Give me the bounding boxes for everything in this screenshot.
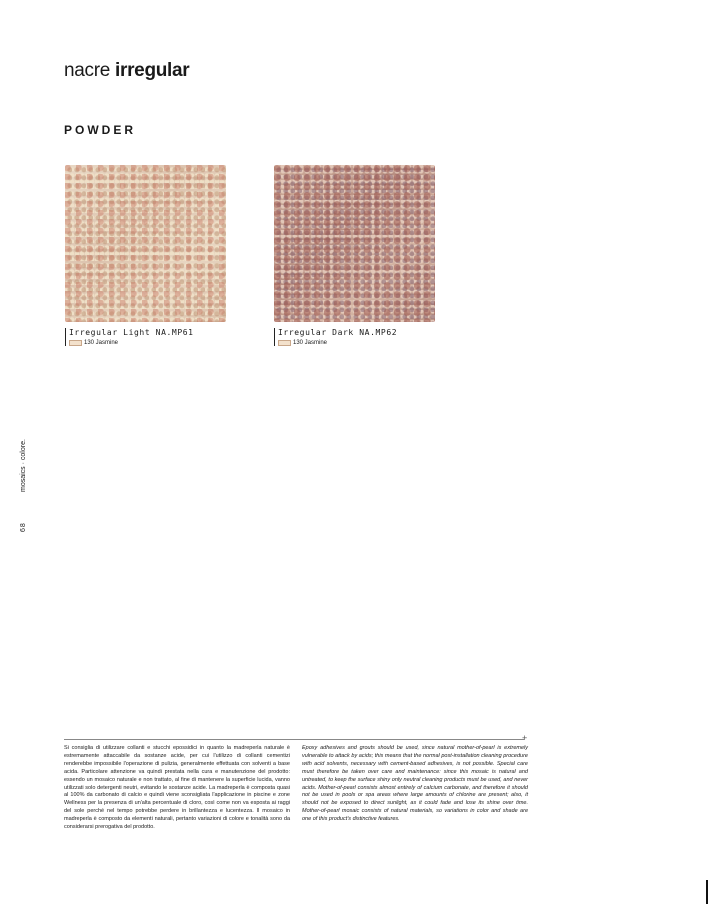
text-english: Epoxy adhesives and grouts should be used, since natural mother-of-pearl is extremely vulnerable to attack by acids; this means that the normal post-installation cleaning procedure with acid solvents, necessary with cement-based adhesives, is not possible. Special care must therefore be taken over care and maintenance: since this mosaic is natural and untreated, to keep the surface shiny only neutral cleaning products must be used, and never acids. Mother-of-pearl consists almost entirely of calcium carbonate, and therefore it should not be used in pools or spa areas where large amounts of chlorine are present; also, it should not be exposed to direct sunlight, as it could fade and lose its shine over time. Mother-of-pearl mosaic consists of natural materials, so variations in color and shade are one of this product's distinctive features. [302,745,528,823]
page-title [64,60,189,82]
color-row [278,340,397,346]
edge-mark [706,880,708,904]
section-heading: POWDER [64,123,136,137]
color-swatch-icon [69,340,82,346]
product-name: Irregular Light NA.MP61 [69,328,194,337]
color-swatch-icon [278,340,291,346]
text-italian: Si consiglia di utilizzare collanti e stucchi epossidici in quanto la madreperla naturale è estremamente attaccabile da sostanze acide, per cui l'utilizzo di collanti cementizi renderebbe impossibile l'operazione di pulizia, generalmente effettuata con solventi a base acida. Particolare attenzione va quindi prestata nella cura e manutenzione del prodotto: essendo un mosaico naturale e non trattato, al fine di mantenere la superficie lucida, vanno utilizzati solo detergenti neutri, evitando le sostanze acide. La madreperla è composta quasi al 100% da carbonato di calcio e quindi viene sconsigliata l'applicazione in piscine e zone Wellness per la presenza di un'alta percentuale di cloro, così come non va esposta ai raggi del sole perché nel tempo potrebbe perdere in brillantezza e lucentezza. Il mosaico in madreperla è composto da elementi naturali, pertanto variazioni di colore e tonalità sono da considerarsi prerogativa del prodotto. [64,745,290,831]
page-number: 68 [20,522,27,532]
color-row [69,340,194,346]
divider [64,739,524,740]
title-light: nacre [64,60,116,81]
color-label: 130 Jasmine [84,340,119,346]
product-image-dark [274,165,435,322]
sidebar [20,420,40,540]
brand-label: mosaics · colore. [20,439,27,492]
title-bold: irregular [115,60,190,81]
product-name: Irregular Dark NA.MP62 [278,328,398,337]
product-caption-light [65,328,194,346]
plus-icon: + [522,733,528,743]
color-label: 130 Jasmine [293,340,328,346]
product-caption-dark [274,328,397,346]
product-image-light [65,165,226,322]
